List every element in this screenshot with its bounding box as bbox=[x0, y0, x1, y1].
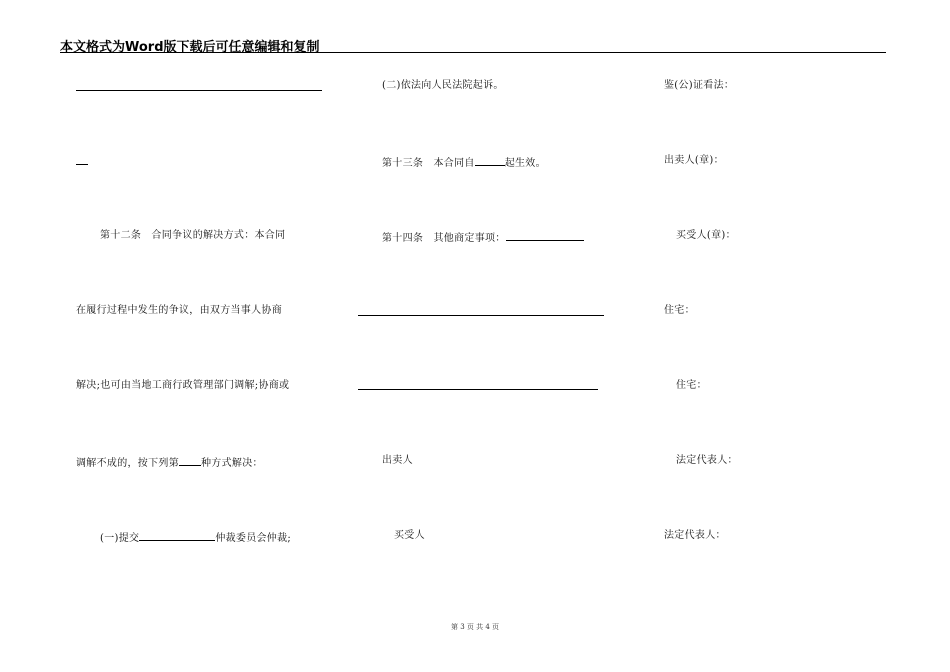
option-2-court: (二)依法向人民法院起诉。 bbox=[382, 80, 504, 91]
clause-12-line-1: 第十二条 合同争议的解决方式：本合同 bbox=[100, 230, 286, 241]
clause-12-line-2: 在履行过程中发生的争议，由双方当事人协商 bbox=[76, 305, 282, 316]
option-1-text-a: (一)提交 bbox=[100, 533, 140, 544]
notary-opinion: 鉴(公)证看法： bbox=[664, 80, 735, 91]
clause-12-line-4 bbox=[76, 455, 263, 470]
arbitration-committee-blank bbox=[139, 530, 215, 541]
option-1-text-b: 仲裁委员会仲裁; bbox=[215, 533, 292, 544]
clause-12-line-3: 解决;也可由当地工商行政管理部门调解;协商或 bbox=[76, 380, 290, 391]
clause-12-line-4-text-a: 调解不成的，按下列第 bbox=[76, 458, 179, 469]
other-matters-line-1 bbox=[358, 315, 604, 316]
document-header: 本文格式为Word版下载后可任意编辑和复制 bbox=[60, 40, 320, 55]
clause-14 bbox=[382, 230, 584, 245]
legal-representative-1: 法定代表人： bbox=[676, 455, 738, 466]
header-divider bbox=[60, 52, 886, 53]
fill-blank-short bbox=[76, 164, 88, 165]
page-number: 第 3 页 共 4 页 bbox=[450, 623, 500, 631]
effective-date-blank bbox=[475, 155, 505, 166]
seller-seal: 出卖人(章)： bbox=[664, 155, 724, 166]
buyer-label: 买受人 bbox=[394, 530, 425, 541]
clause-14-text: 第十四条 其他商定事项： bbox=[382, 233, 506, 244]
buyer-seal: 买受人(章)： bbox=[676, 230, 736, 241]
other-matters-line-2 bbox=[358, 389, 598, 390]
option-1-arbitration bbox=[100, 530, 291, 545]
other-matters-blank bbox=[506, 230, 584, 241]
clause-13-text-b: 起生效。 bbox=[504, 158, 546, 169]
fill-blank-line bbox=[76, 90, 322, 91]
dispute-method-blank bbox=[179, 455, 201, 466]
legal-representative-2: 法定代表人： bbox=[664, 530, 726, 541]
residence-1: 住宅： bbox=[664, 305, 695, 316]
clause-12-line-4-text-b: 种方式解决： bbox=[201, 458, 263, 469]
clause-13 bbox=[382, 155, 546, 170]
residence-2: 住宅： bbox=[676, 380, 707, 391]
clause-13-text-a: 第十三条 本合同自 bbox=[382, 158, 475, 169]
seller-label: 出卖人 bbox=[382, 455, 413, 466]
